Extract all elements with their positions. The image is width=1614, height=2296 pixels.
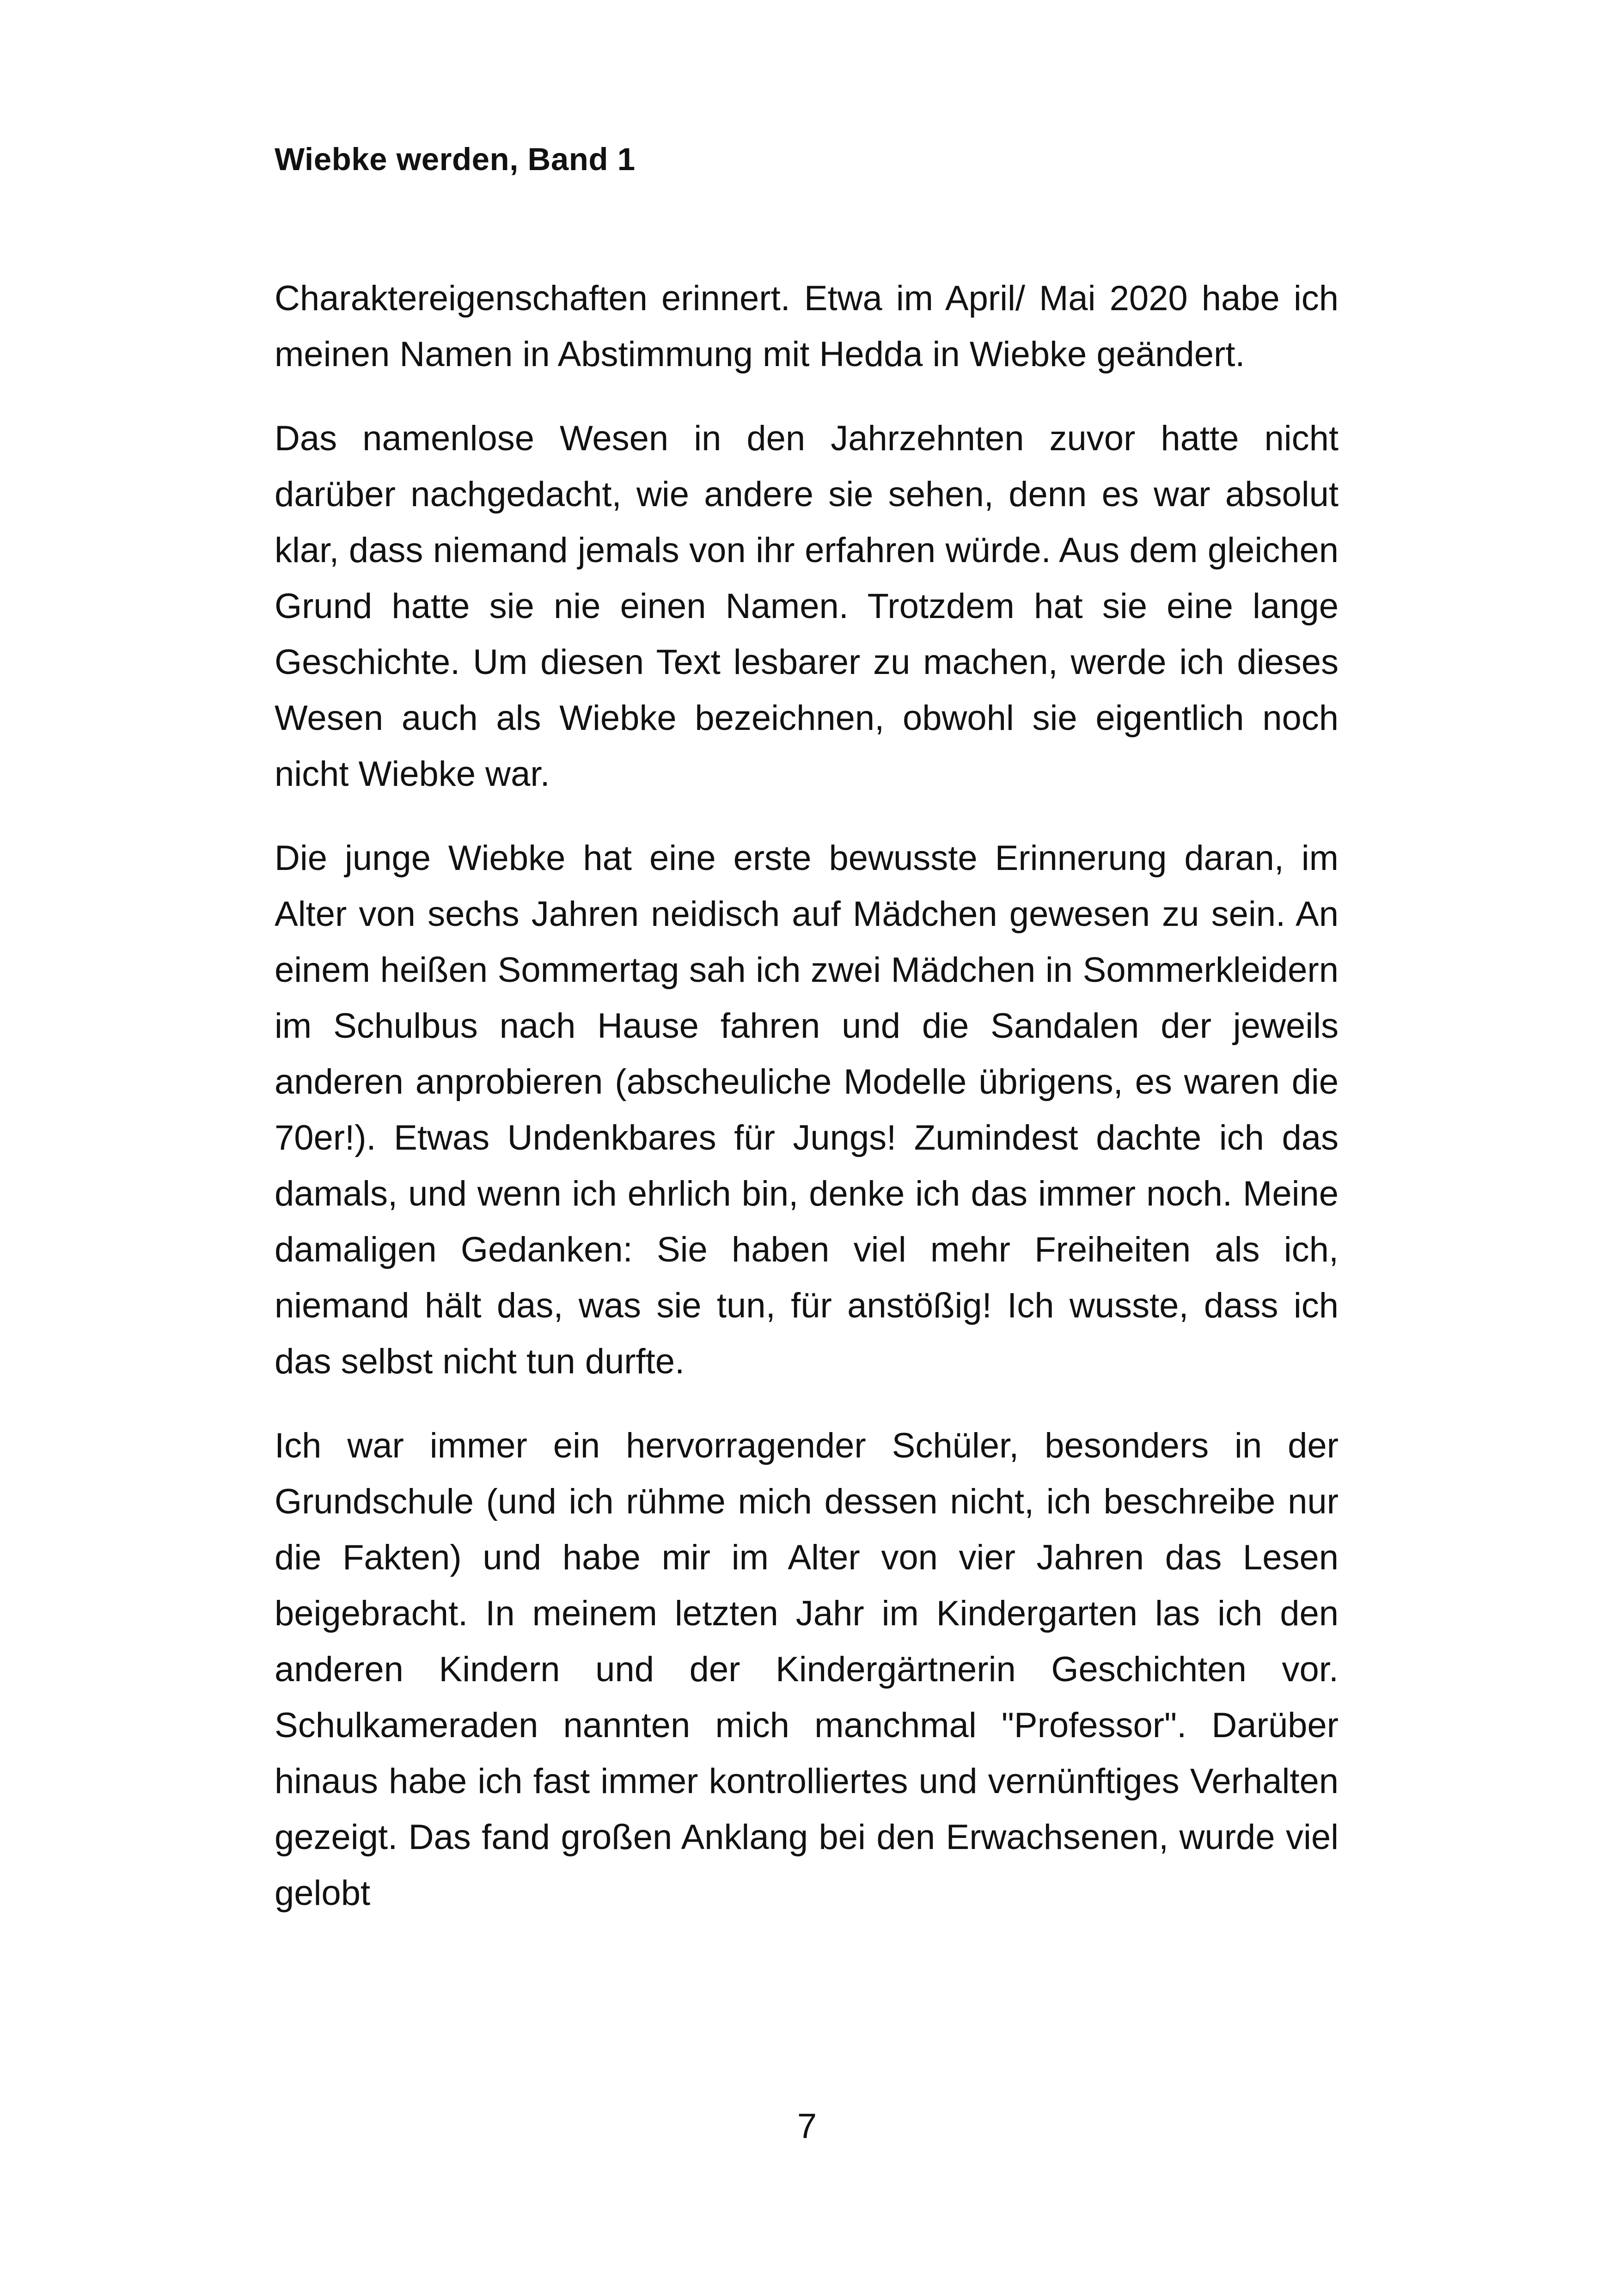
paragraph: Das namenlose Wesen in den Jahrzehnten zuvor hatte nicht darüber nachgedacht, wie andere sie sehen, denn es war absolut klar, dass niemand jemals von ihr erfahren würde. Aus dem gleichen Grund hatte sie nie einen Namen. Trotzdem hat sie eine lange Geschichte. Um diesen Text lesbarer zu machen, werde ich dieses Wesen auch als Wiebke bezeichnen, obwohl sie eigentlich noch nicht Wiebke war. (275, 419, 1339, 794)
paragraph: Charaktereigenschaften erinnert. Etwa im April/ Mai 2020 habe ich meinen Namen in Abstimmung mit Hedda in Wiebke geändert. (275, 279, 1339, 374)
body-text (275, 270, 1339, 1949)
running-header-title: Wiebke werden, Band 1 (275, 141, 636, 177)
paragraph: Ich war immer ein hervorragender Schüler, besonders in der Grundschule (und ich rühme mich dessen nicht, ich beschreibe nur die Fakten) und habe mir im Alter von vier Jahren das Lesen beigebracht. In meinem letzten Jahr im Kindergarten las ich den anderen Kindern und der Kindergärtnerin Geschichten vor. Schulkameraden nannten mich manchmal "Professor". Darüber hinaus habe ich fast immer kontrolliertes und vernünftiges Verhalten gezeigt. Das fand großen Anklang bei den Erwachsenen, wurde viel gelobt (275, 1426, 1339, 1913)
page-number: 7 (797, 2106, 817, 2146)
paragraph: Die junge Wiebke hat eine erste bewusste Erinnerung daran, im Alter von sechs Jahren neidisch auf Mädchen gewesen zu sein. An einem heißen Sommertag sah ich zwei Mädchen in Sommerkleidern im Schulbus nach Hause fahren und die Sandalen der jeweils anderen anprobieren (abscheuliche Modelle übrigens, es waren die 70er!). Etwas Undenkbares für Jungs! Zumindest dachte ich das damals, und wenn ich ehrlich bin, denke ich das immer noch. Meine damaligen Gedanken: Sie haben viel mehr Freiheiten als ich, niemand hält das, was sie tun, für anstößig! Ich wusste, dass ich das selbst nicht tun durfte. (275, 839, 1339, 1381)
